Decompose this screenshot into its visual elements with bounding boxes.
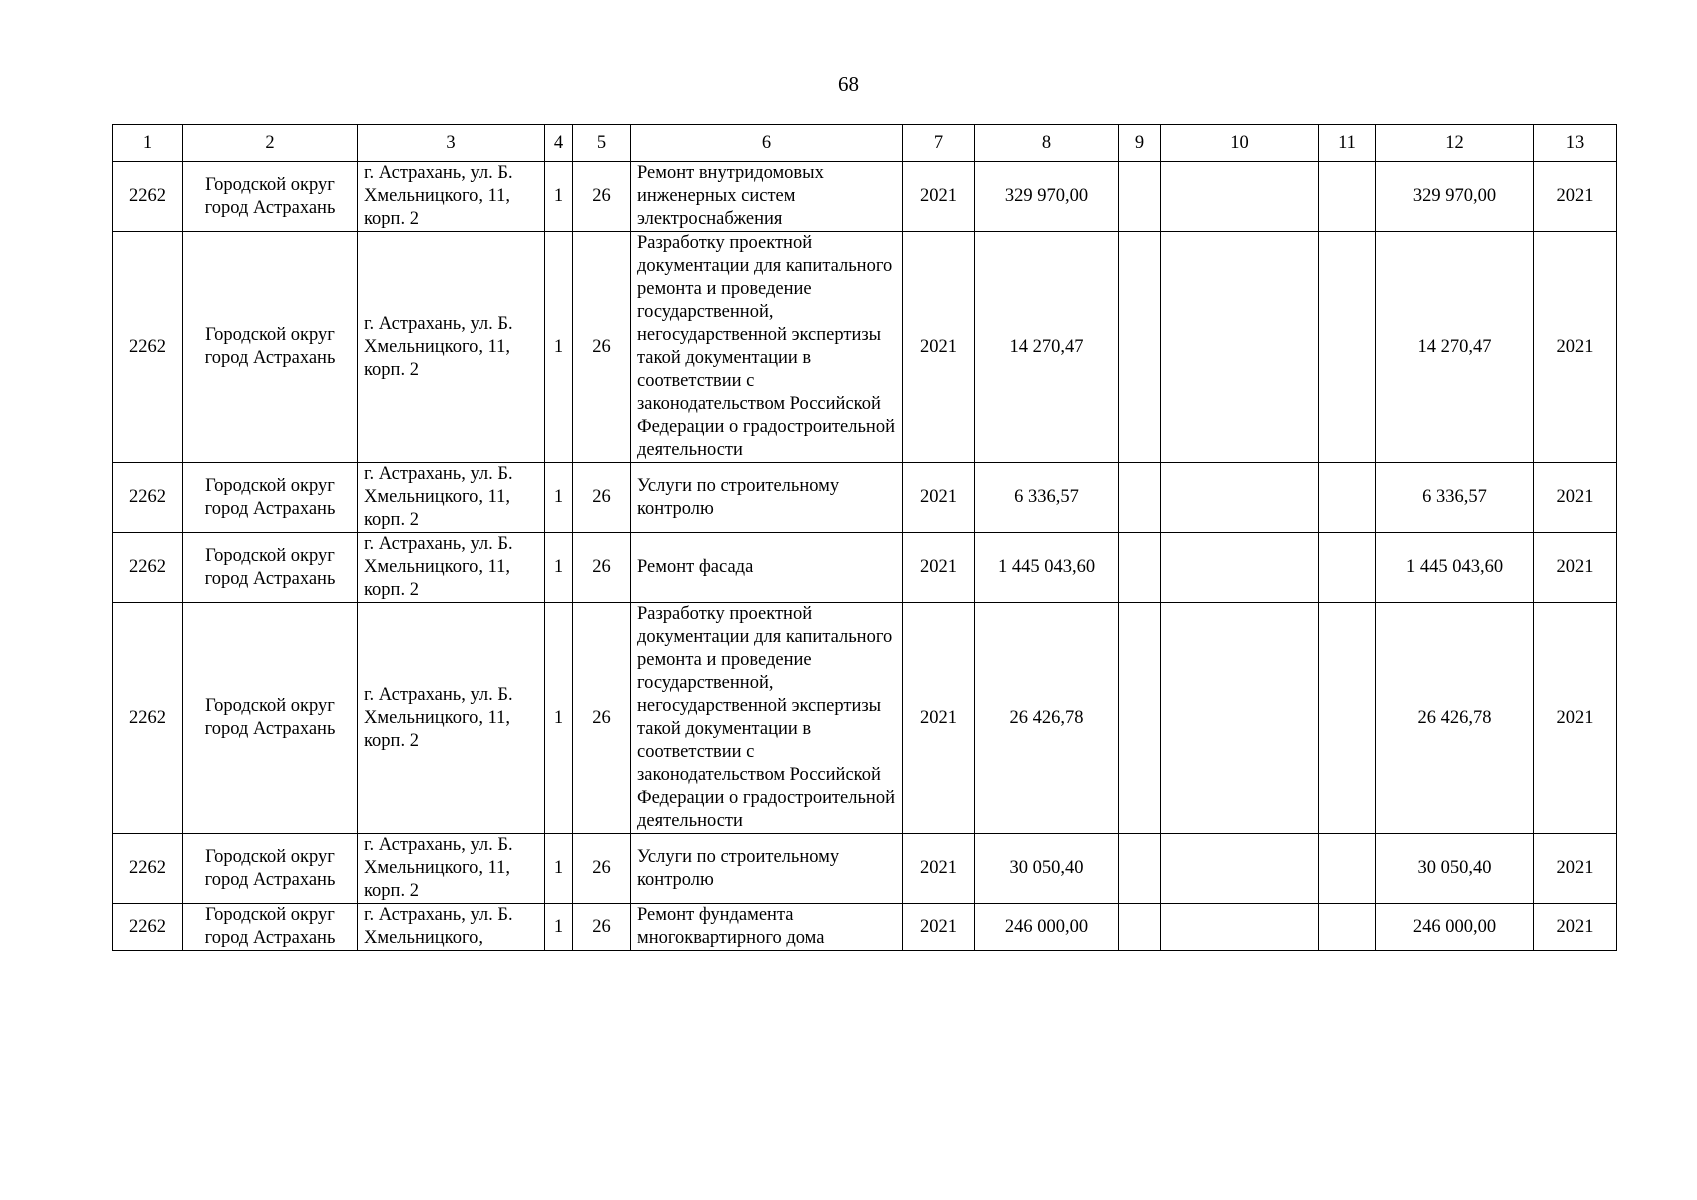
col-11-value xyxy=(1319,603,1376,834)
year: 2021 xyxy=(903,463,975,533)
row-number: 2262 xyxy=(113,463,183,533)
column-header: 1 xyxy=(113,125,183,162)
col-5-value: 26 xyxy=(573,162,631,232)
col-9-value xyxy=(1119,533,1161,603)
cost-total: 26 426,78 xyxy=(975,603,1119,834)
col-4-value: 1 xyxy=(545,834,573,904)
completion-year: 2021 xyxy=(1534,162,1617,232)
municipality: Городской округ город Астрахань xyxy=(183,834,358,904)
col-9-value xyxy=(1119,232,1161,463)
address: г. Астрахань, ул. Б. Хмельницкого, 11, корп. 2 xyxy=(358,463,545,533)
cost-total: 6 336,57 xyxy=(975,463,1119,533)
col-10-value xyxy=(1161,834,1319,904)
cost-total: 1 445 043,60 xyxy=(975,533,1119,603)
col-4-value: 1 xyxy=(545,463,573,533)
municipality: Городской округ город Астрахань xyxy=(183,904,358,951)
year: 2021 xyxy=(903,232,975,463)
col-10-value xyxy=(1161,463,1319,533)
row-number: 2262 xyxy=(113,162,183,232)
column-header: 7 xyxy=(903,125,975,162)
work-type: Разработку проектной документации для капитального ремонта и проведение государственной, негосударственной экспертизы такой документации в соответствии с законодательством Российской Федерации о градостроительной деятельности xyxy=(631,232,903,463)
cost-funding: 246 000,00 xyxy=(1376,904,1534,951)
address: г. Астрахань, ул. Б. Хмельницкого, 11, корп. 2 xyxy=(358,834,545,904)
row-number: 2262 xyxy=(113,904,183,951)
completion-year: 2021 xyxy=(1534,603,1617,834)
column-header: 10 xyxy=(1161,125,1319,162)
completion-year: 2021 xyxy=(1534,232,1617,463)
col-4-value: 1 xyxy=(545,533,573,603)
cost-funding: 6 336,57 xyxy=(1376,463,1534,533)
cost-total: 329 970,00 xyxy=(975,162,1119,232)
row-number: 2262 xyxy=(113,603,183,834)
year: 2021 xyxy=(903,904,975,951)
year: 2021 xyxy=(903,162,975,232)
table-row xyxy=(113,533,1617,603)
municipality: Городской округ город Астрахань xyxy=(183,463,358,533)
col-10-value xyxy=(1161,232,1319,463)
completion-year: 2021 xyxy=(1534,533,1617,603)
work-type: Услуги по строительному контролю xyxy=(631,463,903,533)
col-10-value xyxy=(1161,162,1319,232)
col-5-value: 26 xyxy=(573,834,631,904)
column-header: 2 xyxy=(183,125,358,162)
col-10-value xyxy=(1161,904,1319,951)
cost-total: 14 270,47 xyxy=(975,232,1119,463)
address: г. Астрахань, ул. Б. Хмельницкого, 11, корп. 2 xyxy=(358,162,545,232)
year: 2021 xyxy=(903,533,975,603)
col-4-value: 1 xyxy=(545,904,573,951)
col-10-value xyxy=(1161,603,1319,834)
col-9-value xyxy=(1119,463,1161,533)
column-header: 5 xyxy=(573,125,631,162)
col-9-value xyxy=(1119,834,1161,904)
col-5-value: 26 xyxy=(573,904,631,951)
table-row xyxy=(113,834,1617,904)
municipality: Городской округ город Астрахань xyxy=(183,162,358,232)
header-row xyxy=(113,125,1617,162)
column-header: 4 xyxy=(545,125,573,162)
address: г. Астрахань, ул. Б. Хмельницкого, 11, корп. 2 xyxy=(358,603,545,834)
col-5-value: 26 xyxy=(573,232,631,463)
col-9-value xyxy=(1119,162,1161,232)
col-5-value: 26 xyxy=(573,533,631,603)
col-10-value xyxy=(1161,533,1319,603)
work-type: Ремонт внутридомовых инженерных систем электроснабжения xyxy=(631,162,903,232)
col-4-value: 1 xyxy=(545,232,573,463)
column-header: 6 xyxy=(631,125,903,162)
cost-funding: 30 050,40 xyxy=(1376,834,1534,904)
cost-funding: 1 445 043,60 xyxy=(1376,533,1534,603)
col-4-value: 1 xyxy=(545,162,573,232)
cost-funding: 14 270,47 xyxy=(1376,232,1534,463)
col-11-value xyxy=(1319,533,1376,603)
municipality: Городской округ город Астрахань xyxy=(183,533,358,603)
col-5-value: 26 xyxy=(573,463,631,533)
work-type: Ремонт фундамента многоквартирного дома xyxy=(631,904,903,951)
register-table xyxy=(112,124,1617,951)
municipality: Городской округ город Астрахань xyxy=(183,603,358,834)
column-header: 9 xyxy=(1119,125,1161,162)
col-11-value xyxy=(1319,162,1376,232)
col-11-value xyxy=(1319,834,1376,904)
column-header: 3 xyxy=(358,125,545,162)
row-number: 2262 xyxy=(113,533,183,603)
table-row xyxy=(113,463,1617,533)
cost-total: 246 000,00 xyxy=(975,904,1119,951)
col-11-value xyxy=(1319,904,1376,951)
completion-year: 2021 xyxy=(1534,904,1617,951)
address: г. Астрахань, ул. Б. Хмельницкого, xyxy=(358,904,545,951)
completion-year: 2021 xyxy=(1534,834,1617,904)
table-row xyxy=(113,904,1617,951)
table-row xyxy=(113,232,1617,463)
table-row xyxy=(113,162,1617,232)
col-9-value xyxy=(1119,603,1161,834)
col-5-value: 26 xyxy=(573,603,631,834)
address: г. Астрахань, ул. Б. Хмельницкого, 11, корп. 2 xyxy=(358,533,545,603)
col-4-value: 1 xyxy=(545,603,573,834)
col-11-value xyxy=(1319,463,1376,533)
completion-year: 2021 xyxy=(1534,463,1617,533)
column-header: 11 xyxy=(1319,125,1376,162)
row-number: 2262 xyxy=(113,834,183,904)
column-header: 13 xyxy=(1534,125,1617,162)
cost-funding: 329 970,00 xyxy=(1376,162,1534,232)
page-number: 68 xyxy=(838,72,859,96)
row-number: 2262 xyxy=(113,232,183,463)
table-row xyxy=(113,603,1617,834)
col-11-value xyxy=(1319,232,1376,463)
work-type: Ремонт фасада xyxy=(631,533,903,603)
cost-total: 30 050,40 xyxy=(975,834,1119,904)
year: 2021 xyxy=(903,834,975,904)
municipality: Городской округ город Астрахань xyxy=(183,232,358,463)
year: 2021 xyxy=(903,603,975,834)
cost-funding: 26 426,78 xyxy=(1376,603,1534,834)
address: г. Астрахань, ул. Б. Хмельницкого, 11, корп. 2 xyxy=(358,232,545,463)
column-header: 8 xyxy=(975,125,1119,162)
work-type: Разработку проектной документации для капитального ремонта и проведение государственной, негосударственной экспертизы такой документации в соответствии с законодательством Российской Федерации о градостроительной деятельности xyxy=(631,603,903,834)
column-header: 12 xyxy=(1376,125,1534,162)
col-9-value xyxy=(1119,904,1161,951)
work-type: Услуги по строительному контролю xyxy=(631,834,903,904)
